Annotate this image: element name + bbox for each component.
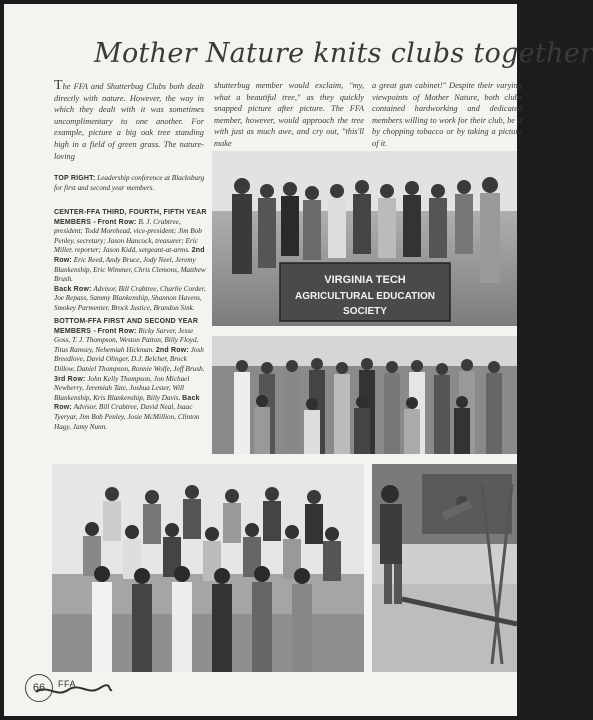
section-label: FFA <box>58 679 77 689</box>
article-column-1-text: he FFA and Shutterbug Clubs both dealt directly with nature. However, the way in which they dealt with it was sometimes uncomplimentary to one another. For example, picture a big oak tree standing high in a field of green grass. The nature-loving <box>54 82 204 161</box>
caption-bottom-head: BOTTOM-FFA FIRST AND SECOND YEAR MEMBERS - <box>54 318 199 335</box>
caption-center-row1: B. J. Crabtree, president; Todd Morehead, vice-president; Jim Bob Penley, secretary; Jason Hancock, treasurer; Eric Miller, reporter; Jason Kidd, sergeant-at-arms. <box>54 217 202 255</box>
article-column-3 <box>372 80 522 150</box>
page-title: Mother Nature knits clubs together <box>94 38 593 69</box>
caption-center-head: CENTER-FFA THIRD, FOURTH, FIFTH YEAR MEMBERS - <box>54 209 207 226</box>
photo-first-second-year <box>52 464 364 672</box>
caption-center-row1-label: Front Row: <box>97 218 137 226</box>
caption-top-right-head: TOP RIGHT: <box>54 175 96 182</box>
caption-bottom-row2-label: 2nd Row: <box>155 346 189 354</box>
banner-line-3: SOCIETY <box>343 306 387 317</box>
caption-top-right-text: Leadership conference at Blacksburg for first and second year members. <box>54 174 205 192</box>
caption-center-back-label: Back Row: <box>54 285 92 293</box>
footer-squiggle-ornament <box>34 684 114 698</box>
banner-line-1: VIRGINIA TECH <box>324 274 406 286</box>
caption-bottom-row2: Josh Breedlove, David Olinger, D.J. Belcher, Brock Dillow, Daniel Thompson, Ronnie Wolfe, Jeff Brush. <box>54 345 205 373</box>
caption-center-back: Advisor, Bill Crabtree, Charlie Corder, Joe Repass, Sammy Blankenship, Shannon Havens, Smokey Parmenter, Brock Justice, Brandon Sink. <box>54 284 206 312</box>
article-column-2: shutterbug member would exclaim, "my, what a beautiful tree," as they quickly snapped picture after picture. The FFA member, however, would approach the tree with just as much awe, and cry out, "this'll make <box>214 81 364 148</box>
caption-top-right <box>54 174 209 193</box>
caption-bottom-back-label: Back Row: <box>54 394 200 412</box>
photo-upper-members <box>212 336 517 454</box>
article-column-3-text: a great gun cabinet!" Despite their varying viewpoints of Mother Nature, both clubs contained hardworking and dedicated members willing to work for their club, be it by chopping tobacco or by taking a picture of it. <box>372 81 522 148</box>
photo-upper-members-art <box>212 336 517 454</box>
caption-bottom <box>54 317 209 432</box>
photo-leadership-conference <box>212 151 517 326</box>
drop-cap: T <box>54 78 63 93</box>
caption-center-row2: Eric Reed, Andy Bruce, Jody Neel, Jeremy Blankenship, Eric Wimmer, Chris Clemons, Matthew Brush. <box>54 255 206 284</box>
caption-bottom-row1-label: Front Row: <box>97 327 137 335</box>
caption-center-row2-label: 2nd Row: <box>54 247 205 264</box>
caption-bottom-back: Advisor, Bill Crabtree, David Neal, Isaac Tyeryar, Jim Bob Penley, Josie McMillion, Clinton Hagy, Jamy Nunn. <box>54 403 200 431</box>
page-number: 66 <box>25 674 53 702</box>
photo-seesaw-art <box>372 464 517 672</box>
photo-leadership-conference-art <box>212 151 517 326</box>
photo-seesaw <box>372 464 517 672</box>
article-column-1 <box>54 80 204 162</box>
caption-bottom-row1: Ricky Sarver, Jesse Goss, T. J. Thompson, Weston Patton, Billy Floyd, Titus Ramsey, Nehemiah Hickman. <box>54 326 199 354</box>
banner-line-2: AGRICULTURAL EDUCATION <box>295 291 435 302</box>
caption-bottom-row3-label: 3rd Row: <box>54 375 86 383</box>
caption-bottom-row3: John Kelly Thompson, Jon Michael Newberry, Jeremiah Tate, Joshua Lester, Will Blankenship, Kris Blankenship, Billy Davis. <box>54 374 190 402</box>
caption-center <box>54 208 209 322</box>
yearbook-page <box>4 4 593 716</box>
photo-first-second-year-art <box>52 464 364 672</box>
